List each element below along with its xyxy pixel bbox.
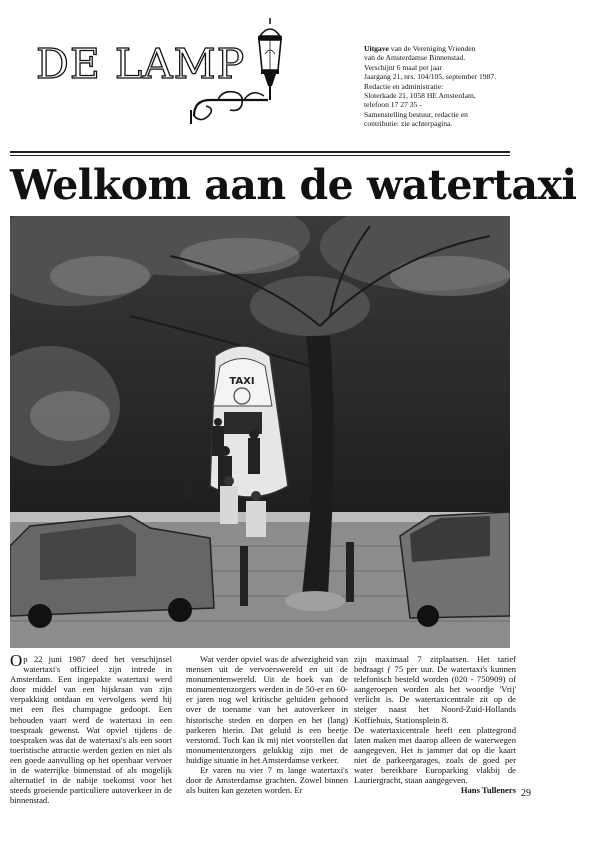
info-line: Verschijnt 6 maal per jaar [364, 62, 443, 72]
divider [10, 151, 510, 153]
publisher-name: van de Vereniging Vrienden [388, 44, 476, 53]
article-column-3 [354, 654, 516, 795]
page-number: 29 [521, 788, 531, 799]
info-line: Jaargang 21, nrs. 104/105, september 1987. [364, 72, 497, 82]
info-line: contributie: zie achterpagina. [364, 119, 453, 129]
divider [10, 155, 510, 156]
paragraph-text: p 22 juni 1987 deed het verschijnsel watertaxi's officieel zijn intrede in Amsterdam. Een ingepakte watertaxi werd door middel van een hijskraan van zijn verpakking ontdaan en vervolgens werd hij met een fles champagne gedoopt. Een behouden vaart werd de watertaxi in een toespraak gewenst. Wat opviel tijdens de toespraken was dat de watertaxi's als een soort toeristische attractie werden gezien en niet als een goede aanvulling op het openbaar vervoer in de waterrijke binnenstad of als mogelijk alternatief in de nabije toekomst voor het steeds groeiende particuliere autoverkeer in de binnenstad. [10, 654, 172, 806]
article-paragraph: De watertaxicentrale heeft een plattegrond laten maken met daarop alleen de waterwegen aangegeven. Het is jammer dat op die kaart niet de parkeergarages, zoals de goed per water bereikbare Europarking vlakbij de Lauriergracht, staan aangegeven. [354, 724, 516, 786]
publication-info [364, 44, 544, 129]
masthead-title: DE LAMP [36, 40, 246, 88]
author-byline: Hans Tulleners [460, 785, 516, 796]
article-paragraph: Wat verder opviel was de afwezigheid van mensen uit de vervoerswereld en uit de monumentenwereld. Uit de hoek van de monumentenzorgers werden in de 50-er en 60-er jaren nog wel kritische geluiden gehoord over de toename van het autoverkeer in historische steden en dorpen en het (lang) parkeren hierin. Dat geluid is een beetje verstomd. Toch kan ik mij niet voorstellen dat monumentenzorgers gelukkig zijn met de huidige situatie in het Amsterdamse verkeer. [186, 654, 348, 765]
article-column-2 [186, 654, 348, 795]
publisher-label: Uitgave [364, 44, 389, 53]
drop-cap: O [10, 651, 23, 670]
info-line: telefoon 17 27 35 - [364, 100, 422, 110]
article-paragraph [10, 651, 172, 806]
article-paragraph: zijn maximaal 7 zitplaatsen. Het tarief bedraagt ƒ 75 per uur. De watertaxi's kunnen telefonisch besteld worden (020 - 750909) of aangeroepen worden als het woordje 'Vrij' verlicht is. De watertaxicentrale zit op de steiger naast het Noord-Zuid-Hollands Koffiehuis, Stationsplein 8. [354, 654, 516, 725]
info-line: van de Amsterdamse Binnenstad. [364, 53, 466, 63]
article-paragraph: Er varen nu vier 7 m lange watertaxi's door de Amsterdamse grachten. Zowel binnen als buiten kan gezeten worden. Er [186, 765, 348, 796]
street-lamp-logo [188, 16, 300, 128]
boat-sign: TAXI [229, 376, 255, 387]
info-line: Samenstelling bestuur, redactie en [364, 109, 468, 119]
info-line: Sloterkade 21, 1058 HE Amsterdam, [364, 91, 476, 101]
watertaxi-photo [10, 216, 510, 648]
article-column-1 [10, 651, 172, 806]
info-line: Redactie en administratie: [364, 81, 444, 91]
article-headline: Welkom aan de watertaxi [10, 161, 577, 209]
